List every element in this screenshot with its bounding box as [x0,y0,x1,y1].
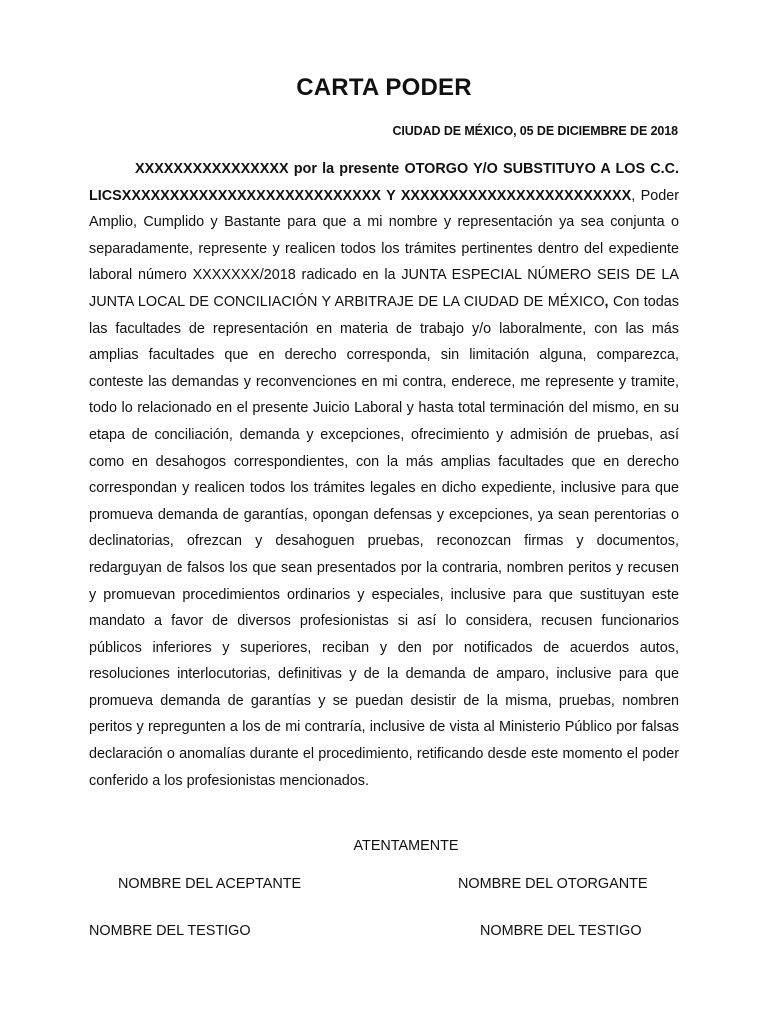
body-bold-intro: XXXXXXXXXXXXXXXX por la presente OTORGO Y/O SUBSTITUYO A LOS C.C. LICSXXXXXXXXXXXXXXXXXXXXXXXXXXX Y XXXXXXXXXXXXXXXXXXXXXXXX [89,161,679,204]
place-date: CIUDAD DE MÉXICO, 05 DE DICIEMBRE DE 2018 [392,124,678,138]
signature-testigo-2: NOMBRE DEL TESTIGO [480,923,642,939]
signature-otorgante: NOMBRE DEL OTORGANTE [458,876,648,892]
document-title: CARTA PODER [296,74,472,101]
body-part-2: Con todas las facultades de representación en materia de trabajo y/o laboralmente, con las más amplias facultades que en derecho corresponda, sin limitación alguna, comparezca, conteste las demandas y reconvenciones en mi contra, enderece, me represente y tramite, todo lo relacionado en el presente Juicio Laboral y hasta total terminación del mismo, en su etapa de conciliación, demanda y excepciones, ofrecimiento y admisión de pruebas, así como en desahogos correspondientes, con la más amplias facultades que en derecho correspondan y realicen todos los trámites legales en dicho expediente, inclusive para que promueva demanda de garantías, opongan defensas y excepciones, ya sean perentorias o declinatorias, ofrezcan y desahoguen pruebas, reconozcan firmas y documentos, redarguyan de falsos los que sean presentados por la contraria, nombren peritos y recusen y promuevan procedimientos ordinarios y especiales, inclusive para que sustituyan este mandato a favor de diversos profesionistas si así lo considera, recusen funcionarios públicos inferiores y superiores, reciban y den por notificados de acuerdos autos, resoluciones interlocutorias, definitivas y de la demanda de amparo, inclusive para que promueva demanda de garantías y se puedan desistir de la misma, pruebas, nombren peritos y repregunten a los de mi contraría, inclusive de vista al Ministerio Público por falsas declaración o anomalías durante el procedimiento, retificando desde este momento el poder conferido a los profesionistas mencionados. [89,293,679,789]
closing-atentamente: ATENTAMENTE [353,838,459,854]
body-paragraph [89,156,679,794]
body-bold-comma: , [604,293,609,310]
signature-aceptante: NOMBRE DEL ACEPTANTE [118,876,302,892]
signature-testigo-1: NOMBRE DEL TESTIGO [89,923,251,939]
body-part-1: , Poder Amplio, Cumplido y Bastante para que a mi nombre y representación ya sea conjunta o separadamente, represente y realicen todos los trámites pertinentes dentro del expediente laboral número XXXXXXX/2018 radicado en la JUNTA ESPECIAL NÚMERO SEIS DE LA JUNTA LOCAL DE CONCILIACIÓN Y ARBITRAJE DE LA CIUDAD DE MÉXICO [89,187,679,310]
